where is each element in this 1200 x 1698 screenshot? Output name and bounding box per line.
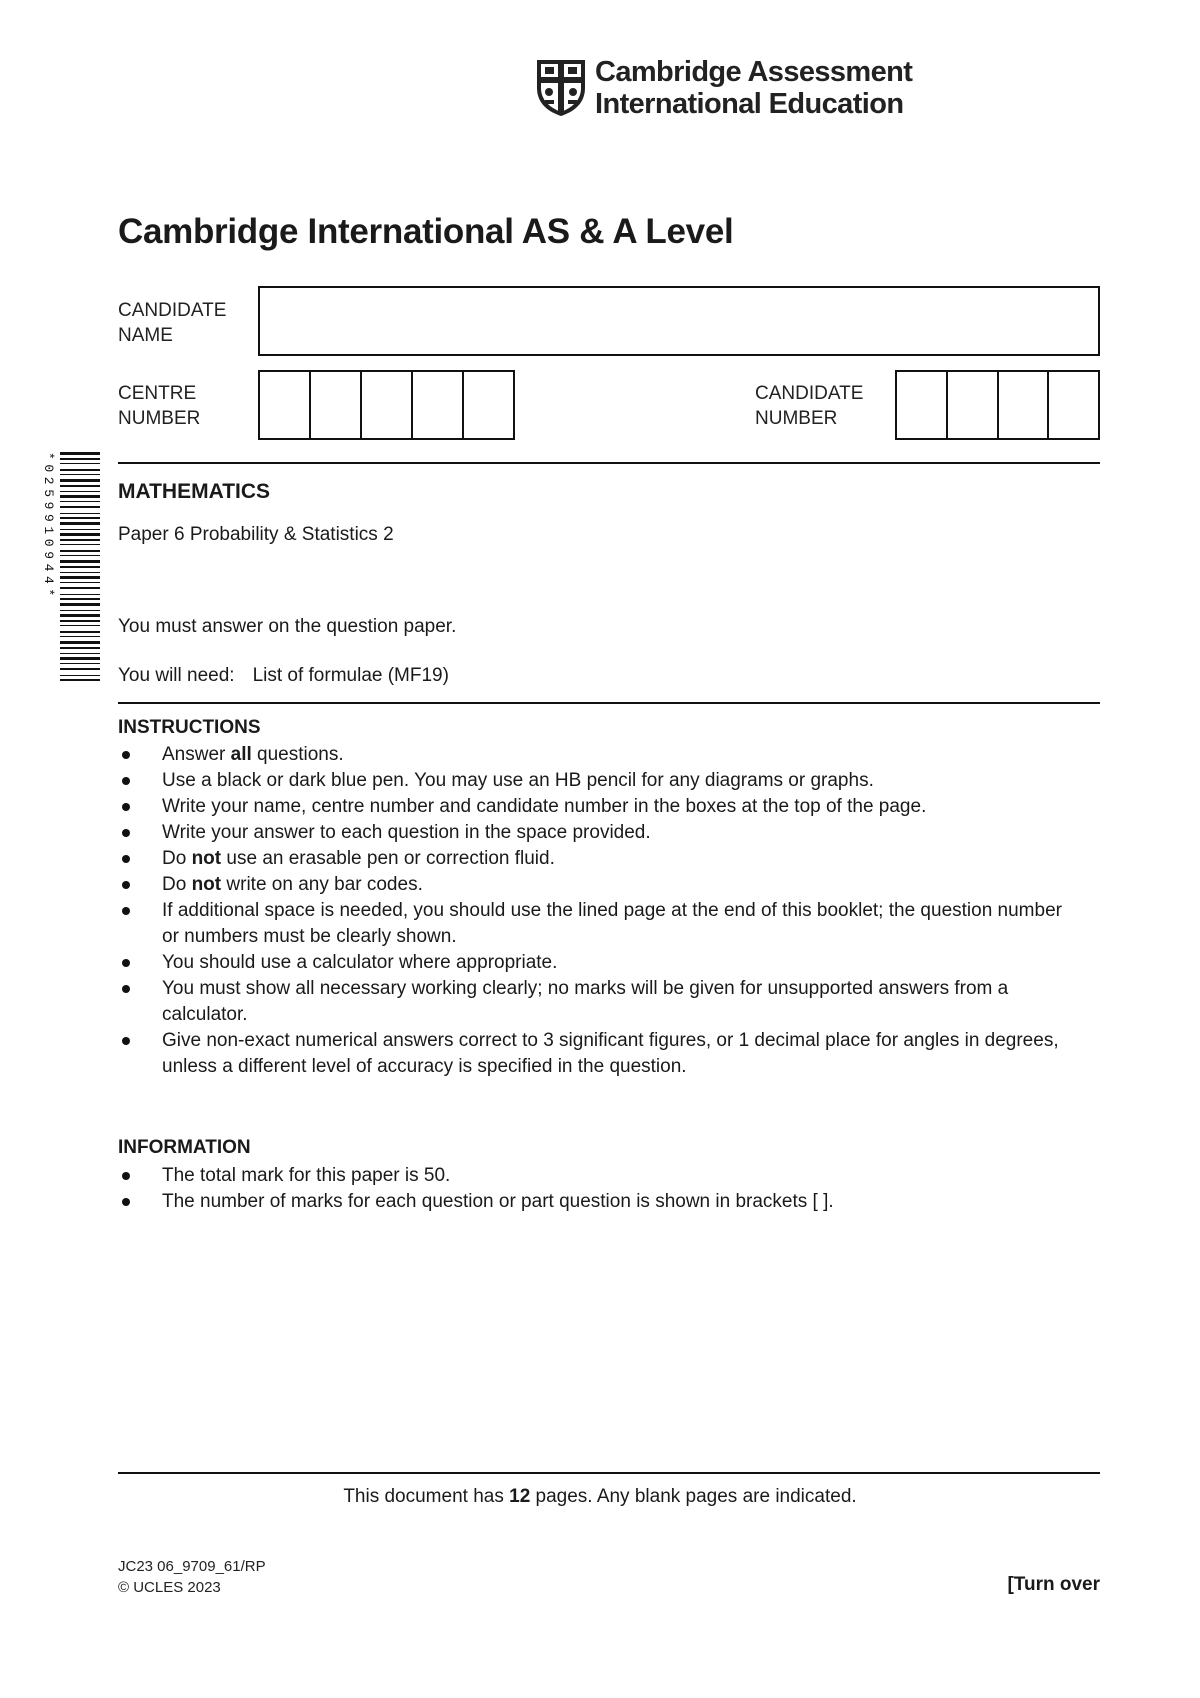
- barcode-digits: *0259910944*: [41, 452, 56, 601]
- barcode: [60, 452, 100, 684]
- instruction-item: [118, 1028, 1078, 1080]
- instruction-item: [118, 742, 1078, 768]
- instruction-item: [118, 768, 1078, 794]
- instruction-text: Do: [162, 848, 192, 869]
- cambridge-shield-icon: [535, 58, 587, 118]
- paper-name: Paper 6 Probability & Statistics 2: [118, 524, 394, 545]
- instruction-text: You must show all necessary working clearly; no marks will be given for unsupported answers from a calculator.: [162, 978, 1009, 1025]
- logo-wordmark: [595, 56, 912, 120]
- centre-number-label: [118, 381, 200, 431]
- centre-number-cell[interactable]: [464, 372, 513, 438]
- information-item: The total mark for this paper is 50.: [118, 1163, 1078, 1189]
- instruction-item: [118, 794, 1078, 820]
- centre-number-cell[interactable]: [311, 372, 362, 438]
- instruction-emphasis: not: [191, 848, 222, 869]
- candidate-number-label: [755, 381, 863, 431]
- answer-instruction: You must answer on the question paper.: [118, 616, 457, 637]
- instruction-text: Do: [162, 874, 192, 895]
- page-count-pre: This document has: [343, 1486, 510, 1507]
- candidate-number-cell[interactable]: [897, 372, 948, 438]
- centre-number-cell[interactable]: [362, 372, 413, 438]
- instruction-text: Answer: [162, 744, 231, 765]
- instruction-item: [118, 950, 1078, 976]
- candidate-number-cell[interactable]: [999, 372, 1050, 438]
- document-code: [118, 1556, 266, 1598]
- candidate-name-label: [118, 298, 226, 348]
- candidate-name-box[interactable]: [258, 286, 1100, 356]
- instruction-text: Use a black or dark blue pen. You may use an HB pencil for any diagrams or graphs.: [162, 770, 874, 791]
- page-count-number: 12: [509, 1486, 531, 1507]
- subject-title: MATHEMATICS: [118, 480, 271, 503]
- candidate-name-label-line2: NAME: [118, 325, 173, 346]
- candidate-number-cell[interactable]: [1049, 372, 1098, 438]
- page-count-post: pages. Any blank pages are indicated.: [530, 1486, 857, 1507]
- centre-number-cell[interactable]: [413, 372, 464, 438]
- instruction-text: You should use a calculator where appropriate.: [162, 952, 558, 973]
- information-title: INFORMATION: [118, 1137, 251, 1158]
- instruction-item: [118, 898, 1078, 950]
- candidate-number-cell[interactable]: [948, 372, 999, 438]
- copyright: © UCLES 2023: [118, 1579, 221, 1596]
- candidate-number-label-line2: NUMBER: [755, 408, 838, 429]
- page-count-note: [0, 1486, 1200, 1508]
- centre-number-label-line2: NUMBER: [118, 408, 201, 429]
- instruction-text: If additional space is needed, you should use the lined page at the end of this booklet; the question number or numbers must be clearly shown.: [162, 900, 1062, 947]
- instruction-text: questions.: [251, 744, 344, 765]
- logo-line-2: International Education: [595, 88, 904, 120]
- instruction-text: use an erasable pen or correction fluid.: [221, 848, 555, 869]
- divider-bottom: [118, 1472, 1100, 1474]
- centre-number-cell[interactable]: [260, 372, 311, 438]
- information-list: [118, 1163, 1078, 1215]
- instructions-list: [118, 742, 1078, 1080]
- instruction-text: Write your answer to each question in the space provided.: [162, 822, 651, 843]
- instruction-item: [118, 976, 1078, 1028]
- instruction-item: [118, 846, 1078, 872]
- instructions-title: INSTRUCTIONS: [118, 717, 261, 738]
- divider-top: [118, 462, 1100, 464]
- instruction-text: Write your name, centre number and candidate number in the boxes at the top of the page.: [162, 796, 927, 817]
- candidate-number-boxes: [895, 370, 1100, 440]
- materials-label: You will need:: [118, 665, 235, 686]
- candidate-name-label-line1: CANDIDATE: [118, 300, 227, 321]
- paper-code: JC23 06_9709_61/RP: [118, 1558, 266, 1575]
- instruction-item: [118, 820, 1078, 846]
- instruction-text: Give non-exact numerical answers correct to 3 significant figures, or 1 decimal place for angles in degrees, unless a different level of accuracy is specified in the question.: [162, 1030, 1059, 1077]
- centre-number-label-line1: CENTRE: [118, 383, 197, 404]
- materials-value: List of formulae (MF19): [252, 665, 449, 686]
- instruction-item: [118, 872, 1078, 898]
- centre-number-boxes: [258, 370, 515, 440]
- instruction-text: write on any bar codes.: [221, 874, 423, 895]
- divider-middle: [118, 702, 1100, 704]
- turn-over: [Turn over: [1007, 1574, 1100, 1595]
- instruction-emphasis: not: [191, 874, 222, 895]
- candidate-number-label-line1: CANDIDATE: [755, 383, 864, 404]
- materials-needed: [118, 665, 449, 687]
- instruction-emphasis: all: [230, 744, 252, 765]
- information-item: The number of marks for each question or part question is shown in brackets [ ].: [118, 1189, 1078, 1215]
- qualification-title: Cambridge International AS & A Level: [118, 212, 734, 251]
- cambridge-logo: [535, 56, 915, 120]
- logo-line-1: Cambridge Assessment: [595, 56, 913, 88]
